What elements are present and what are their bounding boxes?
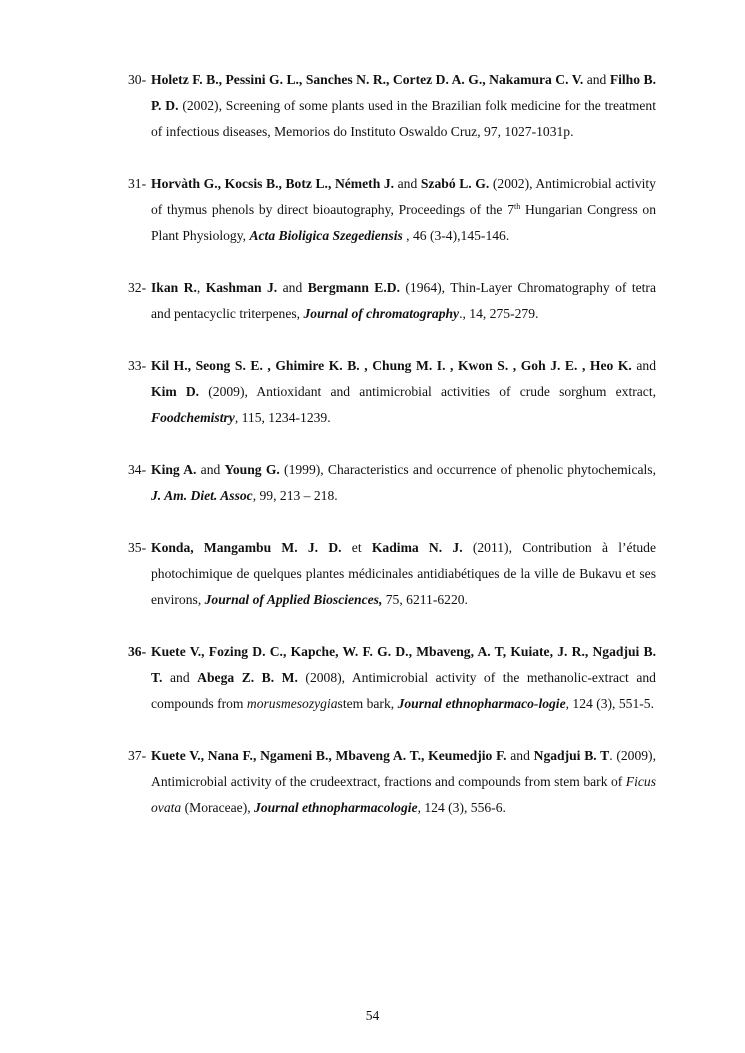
reference-entry bbox=[128, 67, 656, 145]
reference-text-segment: Szabó L. G. bbox=[420, 176, 490, 191]
reference-number: 31- bbox=[128, 176, 147, 191]
reference-text-segment: Kil H., Seong S. E. , Ghimire K. B. , Chung M. I. , Kwon S. , Goh J. E. , Heo K. bbox=[151, 358, 632, 373]
reference-text-segment: and bbox=[277, 280, 308, 295]
page-number: 54 bbox=[365, 1008, 380, 1023]
reference-text-segment: Filho B. P. D. bbox=[151, 72, 656, 113]
reference-text bbox=[151, 353, 656, 431]
reference-text-segment: Acta Bioligica Szegediensis bbox=[249, 228, 403, 243]
reference-text-segment: Foodchemistry bbox=[151, 410, 235, 425]
reference-entry bbox=[128, 457, 656, 509]
reference-text bbox=[151, 743, 656, 821]
reference-entry bbox=[128, 535, 656, 613]
reference-text-segment: Ngadjui B. T bbox=[533, 748, 610, 763]
reference-text-segment: Journal ethnopharmacologie bbox=[254, 800, 418, 815]
reference-text-segment: ., 14, 275-279. bbox=[459, 306, 539, 321]
reference-number: 33- bbox=[128, 358, 147, 373]
reference-number: 32- bbox=[128, 280, 147, 295]
reference-text-segment: (1999), Characteristics and occurrence of phenolic phytochemicals, bbox=[279, 462, 656, 477]
reference-text-segment: et bbox=[341, 540, 372, 555]
reference-text-segment: Ficus ovata bbox=[151, 774, 656, 815]
reference-entry bbox=[128, 743, 656, 821]
reference-text-segment: and bbox=[631, 358, 656, 373]
reference-entry bbox=[128, 275, 656, 327]
reference-text-segment: and bbox=[394, 176, 421, 191]
reference-text-segment: (2002), Antimicrobial activity of thymus phenols by direct bioautography, Proceedings of the 7 bbox=[151, 176, 656, 217]
reference-text-segment: th bbox=[514, 202, 521, 211]
reference-text-segment: Hungarian Congress on Plant Physiology, bbox=[151, 202, 657, 243]
reference-text-segment: J. Am. Diet. Assoc bbox=[151, 488, 253, 503]
reference-text bbox=[151, 67, 656, 145]
reference-entry bbox=[128, 171, 656, 249]
reference-text-segment: Abega Z. B. M. bbox=[197, 670, 298, 685]
reference-text-segment: Kuete V., Nana F., Ngameni B., Mbaveng A. T., Keumedjio F. bbox=[151, 748, 507, 763]
reference-text-segment: (2008), Antimicrobial activity of the methanolic-extract and compounds from bbox=[151, 670, 656, 711]
reference-text-segment: , 115, 1234-1239. bbox=[234, 410, 331, 425]
reference-entry bbox=[128, 639, 656, 717]
reference-text-segment: , 124 (3), 556-6. bbox=[417, 800, 506, 815]
reference-text-segment: and bbox=[162, 670, 198, 685]
reference-text-segment: Holetz F. B., Pessini G. L., Sanches N. R., Cortez D. A. G., Nakamura C. V. bbox=[151, 72, 584, 87]
reference-number: 37- bbox=[128, 748, 147, 763]
reference-text-segment: stem bark, bbox=[337, 696, 398, 711]
reference-text-segment: 75, 6211-6220. bbox=[382, 592, 468, 607]
reference-text bbox=[151, 457, 656, 509]
reference-text-segment: Konda, Mangambu M. J. D. bbox=[151, 540, 342, 555]
reference-text-segment: Ikan R. bbox=[151, 280, 197, 295]
reference-text-segment: Kuete V., Fozing D. C., Kapche, W. F. G. D., Mbaveng, A. T, Kuiate, J. R., Ngadjui B. T. bbox=[151, 644, 656, 685]
reference-text-segment: and bbox=[196, 462, 225, 477]
reference-text-segment: King A. bbox=[151, 462, 197, 477]
reference-text-segment: morusmesozygia bbox=[246, 696, 338, 711]
reference-text-segment: (2011), Contribution à l’étude photochimique de quelques plantes médicinales antidiabétiques de la ville de Bukavu et ses environs, bbox=[151, 540, 656, 607]
reference-text-segment: and bbox=[583, 72, 610, 87]
reference-text bbox=[151, 275, 656, 327]
reference-text-segment: , 124 (3), 551-5. bbox=[565, 696, 654, 711]
reference-text-segment: (Moraceae), bbox=[181, 800, 255, 815]
reference-text-segment: Horvàth G., Kocsis B., Botz L., Németh J. bbox=[151, 176, 395, 191]
reference-list bbox=[128, 67, 656, 847]
reference-text-segment: Kashman J. bbox=[205, 280, 278, 295]
reference-text bbox=[151, 535, 656, 613]
reference-text-segment: Bergmann E.D. bbox=[307, 280, 400, 295]
reference-number: 34- bbox=[128, 462, 147, 477]
reference-text-segment: , 99, 213 – 218. bbox=[252, 488, 338, 503]
reference-text-segment: Kadima N. J. bbox=[371, 540, 463, 555]
reference-text-segment: Journal of Applied Biosciences, bbox=[204, 592, 383, 607]
reference-text-segment: , 46 (3-4),145-146. bbox=[402, 228, 510, 243]
reference-entry bbox=[128, 353, 656, 431]
reference-text-segment: Young G. bbox=[224, 462, 280, 477]
reference-text-segment: and bbox=[506, 748, 534, 763]
reference-text-segment: Journal of chromatography bbox=[303, 306, 460, 321]
reference-text-segment: , bbox=[196, 280, 206, 295]
reference-text-segment: Journal ethnopharmaco-logie bbox=[397, 696, 566, 711]
reference-number: 35- bbox=[128, 540, 147, 555]
reference-text bbox=[151, 171, 656, 249]
reference-text-segment: (2009), Antioxidant and antimicrobial activities of crude sorghum extract, bbox=[199, 384, 656, 399]
reference-text bbox=[151, 639, 656, 717]
reference-text-segment: . (2009), Antimicrobial activity of the crudeextract, fractions and compounds from stem bark of bbox=[151, 748, 656, 789]
reference-text-segment: (2002), Screening of some plants used in the Brazilian folk medicine for the treatment of infectious diseases, Memorios do Instituto Oswaldo Cruz, 97, 1027-1031p. bbox=[151, 98, 656, 139]
reference-text-segment: (1964), Thin-Layer Chromatography of tetra and pentacyclic triterpenes, bbox=[151, 280, 656, 321]
reference-number: 36- bbox=[128, 644, 147, 659]
reference-number: 30- bbox=[128, 72, 147, 87]
reference-text-segment: Kim D. bbox=[151, 384, 200, 399]
